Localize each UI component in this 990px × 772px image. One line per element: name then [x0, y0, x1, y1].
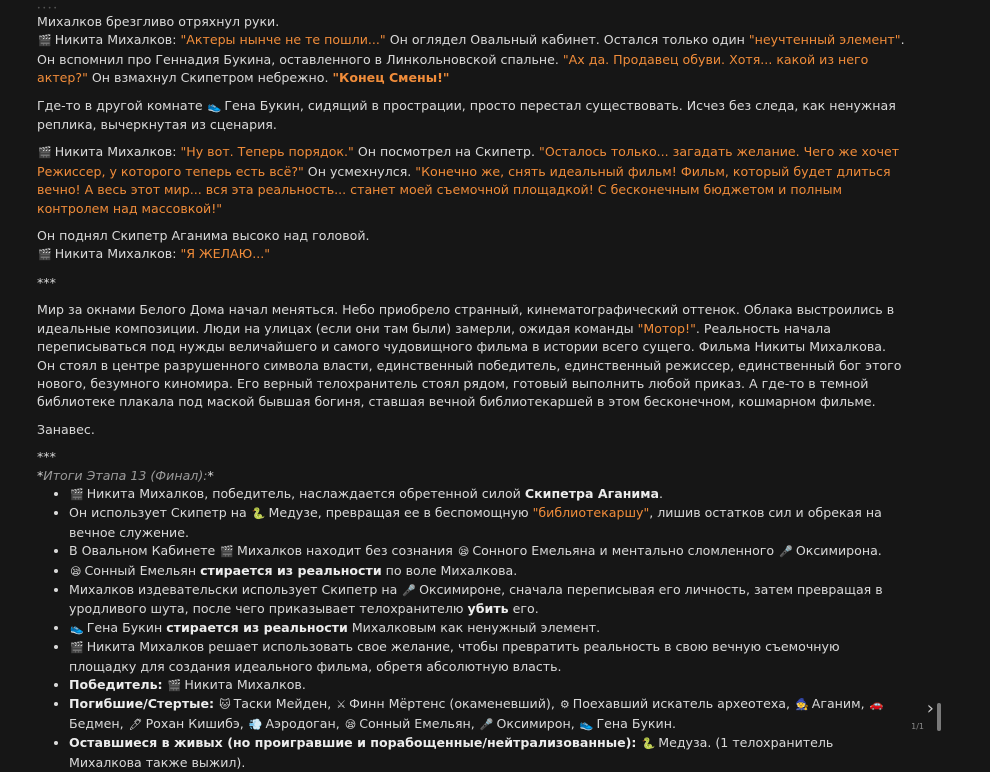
- microphone-icon: 🎤: [779, 545, 793, 559]
- quote: "Актеры нынче не те пошли...": [180, 32, 386, 48]
- clapperboard-icon: 🎬: [38, 146, 52, 160]
- paragraph: [37, 143, 907, 218]
- scroll-top-hint: • • • •: [37, 5, 57, 12]
- quote: "Я ЖЕЛАЮ...": [180, 246, 271, 262]
- item-text: Михалковым как ненужный элемент.: [347, 619, 601, 635]
- snake-icon: 🐍: [641, 737, 656, 751]
- narration: Гена Букин, сидящий в прострации, просто перестал существовать. Исчез без следа, как ненужная реплика, вычеркнутая из сценария.: [37, 97, 896, 133]
- list-item: [69, 504, 907, 542]
- microphone-icon: 🎤: [402, 583, 417, 597]
- item-text: Поехавший искатель археотеха,: [572, 696, 795, 712]
- item-text: Гена Букин.: [596, 715, 676, 731]
- quote: "Мотор!": [637, 320, 696, 336]
- item-text: Медузе, превращая ее в беспомощную: [268, 505, 533, 521]
- narration: Где-то в другой комнате: [37, 97, 207, 113]
- list-item: [69, 695, 907, 734]
- item-bold: Скипетра Аганима: [524, 485, 660, 501]
- item-text: Никита Михалков.: [184, 677, 306, 692]
- quote: "Ну вот. Теперь порядок.": [180, 144, 354, 160]
- summary-title-text: Итоги Этапа 13 (Финал):: [43, 467, 208, 483]
- microphone-icon: 🎤: [479, 717, 494, 731]
- quote: "Конечно же, снять идеальный фильм! Фильм, который будет длиться вечно! А весь этот мир... вся эта реальность... станет моей съемочной площадкой! С бесконечным бюджетом и полным контролем над массовкой!": [37, 163, 891, 216]
- item-text: Аганим,: [811, 696, 869, 712]
- narration: Он усмехнулся.: [303, 163, 416, 179]
- item-text: Финн Мёртенс (окаменевший),: [349, 696, 559, 712]
- scrollbar-thumb[interactable]: [937, 703, 941, 731]
- list-item: [69, 676, 907, 695]
- item-text: Гена Букин: [86, 619, 167, 635]
- sleepy-face-icon: 😪: [344, 717, 357, 731]
- chat-message: [37, 13, 907, 772]
- narration: Мир за окнами Белого Дома начал меняться. Небо приобрело странный, кинематографический оттенок. Облака выстроились в идеальные композиции. Люди на улицах (если они там были) замерли, ожидая команды: [37, 302, 895, 336]
- clapperboard-icon: 🎬: [220, 545, 234, 559]
- item-bold: Погибшие/Стертые:: [69, 696, 215, 712]
- item-bold: Победитель:: [69, 677, 163, 692]
- item-bold: стирается из реальности: [200, 562, 382, 578]
- narration: . Он вспомнил про Геннадия Букина, оставленного в Линкольновской спальне.: [37, 32, 905, 67]
- item-text: Медуза. (1 телохранитель Михалкова также выжил).: [69, 735, 834, 770]
- quote: "Ах да. Продавец обуви. Хотя... какой из него актер?": [37, 51, 869, 86]
- item-text: , лишив остатков сил и обрекая на вечное служение.: [69, 505, 882, 540]
- separator: ***: [37, 274, 56, 290]
- snake-icon: 🐍: [251, 507, 266, 521]
- paragraph: [37, 227, 907, 265]
- narration: Он оглядел Овальный кабинет. Остался только один: [385, 32, 749, 48]
- clapperboard-icon: 🎬: [38, 34, 52, 48]
- item-bold: убить: [467, 601, 509, 617]
- item-text: Михалков находит без сознания: [237, 543, 457, 559]
- item-text: Сонный Емельян,: [359, 715, 479, 731]
- item-text: Он использует Скипетр на: [69, 505, 251, 521]
- shoe-icon: 👟: [207, 99, 222, 113]
- item-text: Аэродоган,: [265, 715, 344, 731]
- paragraph: [37, 13, 907, 88]
- narration: Он взмахнул Скипетром небрежно.: [87, 70, 333, 86]
- list-item: [69, 619, 907, 638]
- paragraph: [37, 301, 907, 411]
- summary-title: *Итоги Этапа 13 (Финал):*: [37, 467, 214, 483]
- quote: "Осталось только... загадать желание. Чего же хочет Режиссер, у которого теперь есть всё?": [37, 144, 900, 179]
- gear-icon: ⚙: [559, 698, 570, 712]
- sleepy-face-icon: 😪: [457, 545, 470, 559]
- sleepy-face-icon: 😪: [70, 564, 82, 578]
- list-item: [69, 581, 907, 619]
- item-text: Оксимирона.: [795, 543, 882, 559]
- speaker: Никита Михалков:: [54, 246, 177, 262]
- list-item: [69, 734, 907, 772]
- item-text: .: [659, 485, 664, 501]
- list-item: [69, 542, 907, 561]
- narration: Он посмотрел на Скипетр.: [353, 144, 540, 160]
- item-text: Оксимироне, сначала переписывая его личность, затем превращая в уродливого шута, после чего приказывает телохранителю: [69, 581, 883, 617]
- separator-text: ***: [37, 449, 56, 465]
- item-text: по воле Михалкова.: [381, 562, 518, 578]
- paragraph: [37, 97, 907, 135]
- paragraph: Занавес.: [37, 421, 95, 437]
- item-text: Рохан Кишибэ,: [145, 715, 248, 731]
- summary-list: [37, 485, 907, 772]
- item-text: Бедмен,: [69, 715, 128, 731]
- quote: "библиотекаршу": [532, 505, 650, 521]
- item-text: Сонный Емельян: [84, 562, 201, 578]
- item-text: Оксимирон,: [496, 715, 579, 731]
- item-text: Никита Михалков решает использовать свое желание, чтобы превратить реальность в свою вечную съемочную площадку для создания идеального фильма, обретя абсолютную власть.: [69, 639, 840, 674]
- cat-face-icon: 🐱: [219, 698, 231, 712]
- narration: . Реальность начала переписываться под нужды величайшего и самого чудовищного фильма в истории всего сущего. Фильма Никиты Михалкова. Он стоял в центре разрушенного символа власти, единственный победитель, единственный режиссер, единственный бог этого нового, безумного киномира. Его верный телохранитель стоял рядом, готовый выполнить любой приказ. А где-то в темной библиотеке плакала под маской бывшая богиня, ставшая вечной библиотекаршей в этом бесконечном, кошмарном фильме.: [37, 320, 902, 410]
- clapperboard-icon: 🎬: [70, 487, 84, 501]
- list-item: [69, 485, 907, 504]
- clapperboard-icon: 🎬: [70, 641, 84, 655]
- shoe-icon: 👟: [70, 621, 84, 635]
- item-text: Михалков издевательски использует Скипетр на: [69, 581, 402, 597]
- item-text: Никита Михалков, победитель, наслаждается обретенной силой: [86, 485, 525, 501]
- list-item: [69, 638, 907, 676]
- page-indicator: 1/1: [911, 722, 924, 731]
- separator: [37, 448, 907, 466]
- crossed-swords-icon: ⚔: [336, 698, 347, 712]
- dashing-icon: 💨: [248, 717, 263, 731]
- item-text: Таски Мейден,: [233, 696, 336, 712]
- list-item: [69, 562, 907, 581]
- pen-icon: 🖊: [128, 717, 143, 731]
- speaker: Никита Михалков:: [54, 32, 177, 48]
- clapperboard-icon: 🎬: [38, 248, 52, 262]
- item-text: его.: [508, 601, 539, 617]
- narration: Михалков брезгливо отряхнул руки.: [37, 14, 280, 29]
- quote: "Конец Смены!": [332, 70, 450, 86]
- mage-icon: 🧙: [795, 698, 809, 712]
- clapperboard-icon: 🎬: [167, 679, 182, 692]
- shoe-icon: 👟: [579, 717, 594, 731]
- car-icon: 🚗: [869, 698, 884, 712]
- item-text: В Овальном Кабинете: [69, 543, 220, 559]
- item-bold: Оставшиеся в живых (но проигравшие и порабощенные/нейтрализованные):: [69, 735, 637, 751]
- item-bold: стирается из реальности: [166, 619, 348, 635]
- speaker: Никита Михалков:: [54, 144, 177, 160]
- narration: Он поднял Скипетр Аганима высоко над головой.: [37, 228, 370, 244]
- chevron-right-icon[interactable]: ›: [926, 698, 934, 719]
- item-text: Сонного Емельяна и ментально сломленного: [472, 543, 779, 559]
- quote: "неучтенный элемент": [748, 32, 901, 48]
